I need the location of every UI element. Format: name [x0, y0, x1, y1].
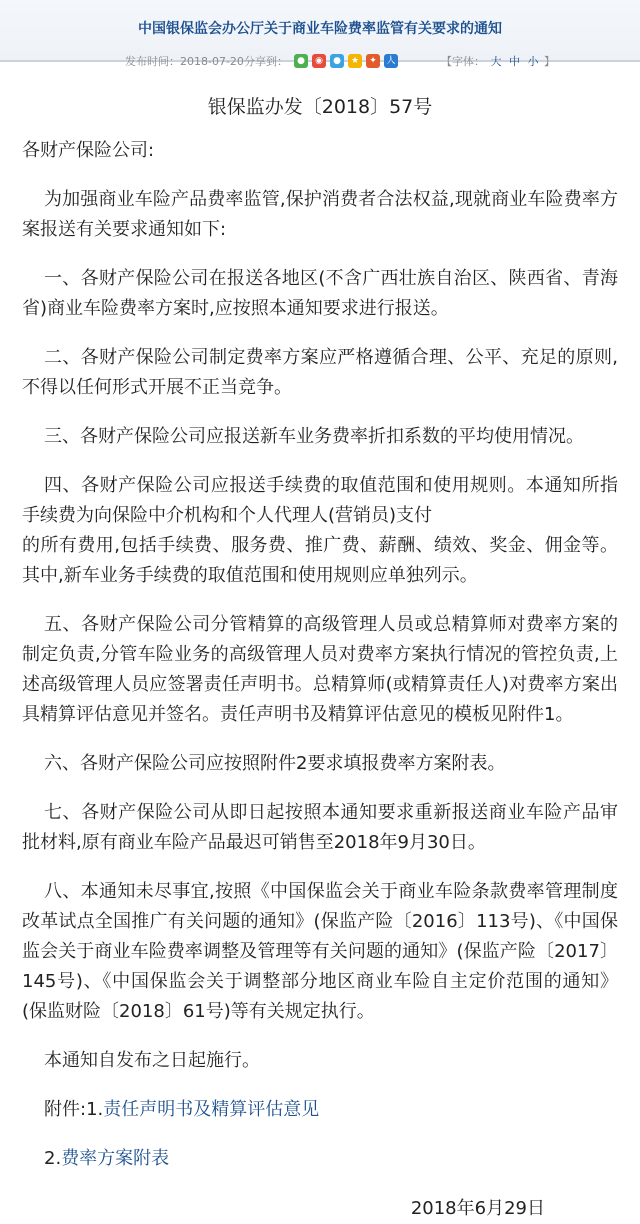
- attachment-1-link[interactable]: 责任声明书及精算评估意见: [103, 1099, 320, 1120]
- font-size-close: 】: [544, 55, 555, 68]
- attachment-label: 附件:1.: [44, 1099, 104, 1120]
- paragraph-4a: 四、各财产保险公司应报送手续费的取值范围和使用规则。本通知所指手续费为向保险中介机构和个人代理人(营销员)支付: [22, 475, 618, 526]
- font-size-control: [441, 53, 555, 69]
- paragraph-5: 五、各财产保险公司分管精算的高级管理人员或总精算师对费率方案的制定负责,分管车险业务的高级管理人员对费率方案执行情况的管控负责,上述高级管理人员应签署责任声明书。总精算师(或精算责任人)对费率方案出具精算评估意见并签名。责任声明书及精算评估意见的模板见附件1。: [22, 614, 618, 725]
- qq-icon[interactable]: ●: [330, 54, 344, 68]
- paragraph-7: 七、各财产保险公司从即日起按照本通知要求重新报送商业车险产品审批材料,原有商业车险产品最迟可销售至2018年9月30日。: [22, 802, 618, 853]
- salutation: 各财产保险公司:: [22, 140, 155, 161]
- paragraph-1: 一、各财产保险公司在报送各地区(不含广西壮族自治区、陕西省、青海省)商业车险费率方案时,应按照本通知要求进行报送。: [22, 268, 618, 319]
- attachment-2: [0, 1144, 640, 1174]
- article-title: 中国银保监会办公厅关于商业车险费率监管有关要求的通知: [138, 21, 502, 37]
- article-body: [0, 92, 640, 1224]
- star-icon[interactable]: ✦: [366, 54, 380, 68]
- weibo-icon[interactable]: ◉: [312, 54, 326, 68]
- paragraph-6: 六、各财产保险公司应按照附件2要求填报费率方案附表。: [44, 753, 506, 774]
- document-number: 银保监办发〔2018〕57号: [207, 96, 433, 118]
- share-label: 分享到：: [244, 55, 288, 68]
- font-size-label: 【字体：: [441, 55, 485, 68]
- attachment-1: [0, 1095, 640, 1125]
- paragraph-2: 二、各财产保险公司制定费率方案应严格遵循合理、公平、充足的原则,不得以任何形式开展不正当竞争。: [22, 347, 618, 398]
- publish-date: 发布时间：2018-07-20: [125, 55, 244, 68]
- font-size-large[interactable]: 大: [490, 55, 502, 68]
- font-size-medium[interactable]: 中: [509, 55, 520, 68]
- font-size-small[interactable]: 小: [527, 55, 539, 68]
- document-date: 2018年6月29日: [410, 1198, 545, 1219]
- qzone-icon[interactable]: ★: [348, 54, 362, 68]
- paragraph-8: 八、本通知未尽事宜,按照《中国保监会关于商业车险条款费率管理制度改革试点全国推广有关问题的通知》(保监产险〔2016〕113号)、《中国保监会关于商业车险费率调整及管理等有关问题的通知》(保监产险〔2017〕145号)、《中国保监会关于调整部分地区商业车险自主定价范围的通知》(保监财险〔2018〕61号)等有关规定执行。: [22, 881, 618, 1022]
- paragraph-intro: 为加强商业车险产品费率监管,保护消费者合法权益,现就商业车险费率方案报送有关要求通知如下:: [22, 189, 618, 240]
- paragraph-effective: 本通知自发布之日起施行。: [44, 1050, 260, 1071]
- renren-icon[interactable]: 人: [384, 54, 398, 68]
- share-bar: [244, 53, 402, 69]
- paragraph-3: 三、各财产保险公司应报送新车业务费率折扣系数的平均使用情况。: [44, 426, 584, 447]
- paragraph-4b: 的所有费用,包括手续费、服务费、推广费、薪酬、绩效、奖金、佣金等。其中,新车业务手续费的取值范围和使用规则应单独列示。: [22, 535, 618, 586]
- attachment-2-link[interactable]: 费率方案附表: [61, 1148, 170, 1169]
- attachment-2-number: 2.: [44, 1148, 62, 1169]
- wechat-icon[interactable]: ●: [294, 54, 308, 68]
